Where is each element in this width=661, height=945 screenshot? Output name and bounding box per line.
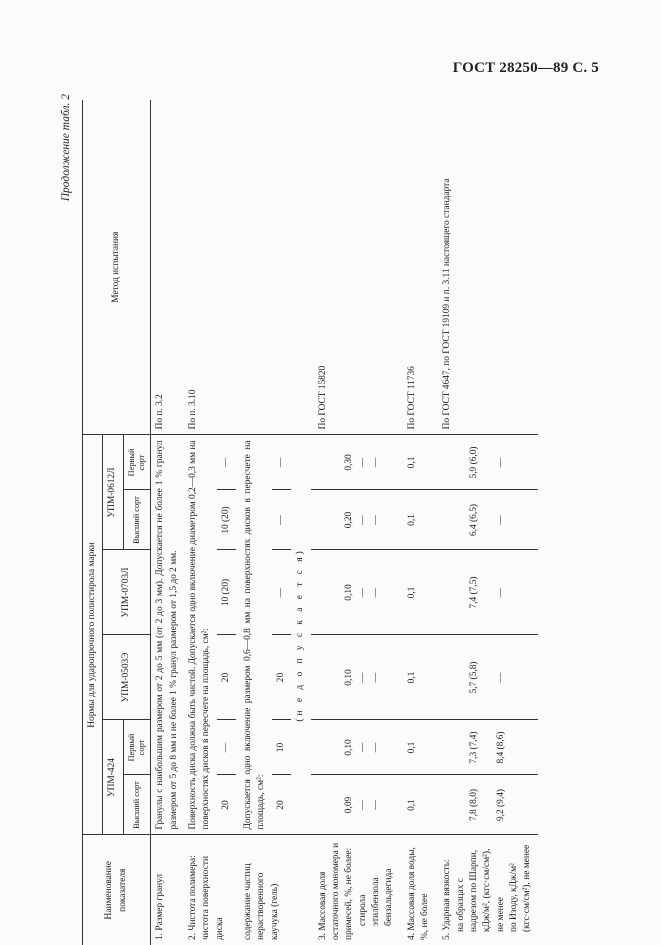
sub-item: бензальдегида [384,868,395,926]
header-grade-upm0503: УПМ-0503Э [103,635,151,720]
properties-table [82,100,538,945]
value-cell: 5,9 (6,0) — [435,435,537,490]
header-sort-first: Первый сорт [123,720,151,775]
row-name: 1. Размер гранул [155,873,166,940]
value-cell: 7,4 (7,5) — [435,550,537,635]
value-cell: 0,10 — — [311,720,400,775]
sub-item: на образцах с надрезом по Шарпи, кДж/м², (кгс·см/см²), не менее [455,848,506,932]
header-sort-high: Высший сорт [123,490,151,550]
value-cell: 0,1 [400,720,436,775]
value-cell: — [272,550,291,635]
continuation-label: Продолжение табл. 2 [60,94,72,202]
method: По п. 3.2 [151,100,184,435]
method: По ГОСТ 4647, по ГОСТ 19109 и п. 3.11 настоящего стандарта [435,100,537,435]
value-cell: 0,20 — — [311,490,400,550]
row-impact-strength [435,100,537,945]
value-cell: 6,4 (6,5) — [435,490,537,550]
value-cell: — [217,720,236,775]
value-cell: 10 (20) [217,550,236,635]
value-cell: 0,1 [400,550,436,635]
header-grade-upm0612: УПМ-0612Л [103,435,123,550]
row-name: содержание частиц нерастворенного каучука (гель) [243,863,280,940]
value-cell: 0,09 — — [311,775,400,835]
value-cell: 0,1 [400,775,436,835]
row-disk-purity-text [184,100,217,945]
row-residual-monomer [311,100,400,945]
row-title: 3. Массовая доля остаточного мономера и примесей, %, не более: [317,842,355,940]
method-empty [236,100,310,435]
row-granule-size [151,100,184,945]
value-cell: 0,1 [400,490,436,550]
value-cell: 10 (20) [217,490,236,550]
header-grade-upm0703: УПМ-0703Л [103,550,151,635]
header-sort-high: Высший сорт [123,775,151,835]
header-grade-upm424: УПМ-424 [103,720,123,835]
sub-item: по Изоду, кДж/м² (кгс·см/см²), не менее [508,844,533,932]
norm-text: Допускается одно включение размером 0,6—0,8 мм на поверхностях дисков в пересчете на площадь, см²: [236,435,272,835]
header-method: Метод испытания [83,100,151,435]
method: По ГОСТ 11736 [400,100,436,435]
norm-text: Гранулы с наибольшим размером от 2 до 5 мм (от 2 до 3 мм). Допускается не более 1 % гранул размером от 5 до 8 мм и не более 1 % гранул размером от 1,5 до 2 мм. [151,435,184,835]
row-name: 2. Чистота полимера: чистота поверхности диска [188,855,225,940]
value-cell: 20 [272,775,291,835]
value-cell: 5,7 (5,8) — [435,635,537,720]
not-allowed-note: (н е д о п у с к а е т с я) [291,435,310,835]
row-name [311,835,400,945]
value-cell: 20 [272,635,291,720]
page-header: ГОСТ 28250—89 С. 5 [452,60,599,76]
row-name [435,835,537,945]
norm-text: Поверхность диска должна быть чистой. Допускается одно включение диаметром 0,2—0,3 мм на поверхностях дисков в пересчете на площадь, см²: [184,435,217,835]
method: По п. 3.10 [184,100,236,435]
row-water [400,100,436,945]
value-cell: 20 [217,635,236,720]
sub-item: этилбензола [370,877,381,926]
rotated-table-block [58,90,613,945]
value-cell: 0,30 — — [311,435,400,490]
value-cell: 0,1 [400,435,436,490]
value-cell: — [217,435,236,490]
value-cell: 0,1 [400,635,436,720]
value-cell: 10 [272,720,291,775]
value-cell: 20 [217,775,236,835]
row-title: 5. Ударная вязкость: [442,859,453,940]
row-name: 4. Массовая доля воды, %, не более [406,847,430,940]
value-cell: 0,10 — — [311,550,400,635]
value-cell: 7,3 (7,4) 8,4 (8,6) [435,720,537,775]
header-norms: Нормы для ударопрочного полистирола марки [83,435,103,835]
row-gel-text [236,100,272,945]
value-cell: 0,10 — — [311,635,400,720]
header-name: Наименование показателя [83,835,151,945]
sub-item: стирола [357,894,368,926]
value-cell: — [272,435,291,490]
value-cell: 7,8 (8,0) 9,2 (9,4) [435,775,537,835]
value-cell: — [272,490,291,550]
header-sort-first: Первый сорт [123,435,151,490]
method: По ГОСТ 15820 [311,100,400,435]
